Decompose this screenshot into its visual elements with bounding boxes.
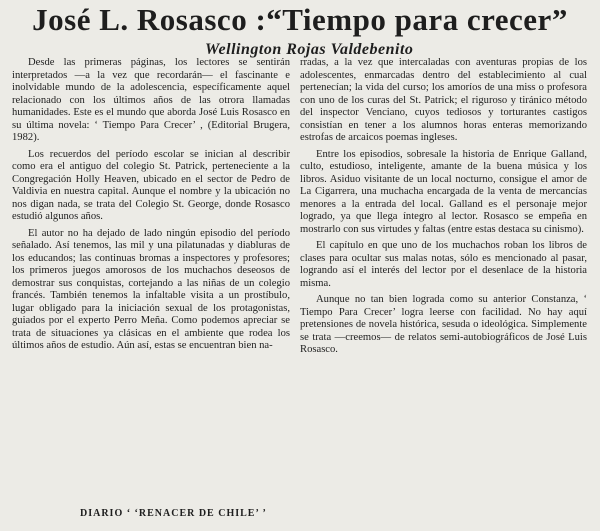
paragraph: Desde las primeras páginas, los lectores se sentirán interpretados —a la vez que recordarán— el fascinante e inolvidable mundo de la adolescencia, específicamente aquel relacionado con los últimos años de las otrora llamadas humanidades. Este es el mundo que aborda José Luis Rosasco en su última novela: ‘ Tiempo Para Crecer’ , (Editorial Brugera, 1982).	[12, 57, 290, 143]
right-column	[300, 57, 587, 361]
byline: Wellington Rojas Valdebenito	[205, 41, 414, 58]
left-column	[12, 57, 290, 357]
paragraph: El capítulo en que uno de los muchachos roban los libros de clases para ocultar sus malas notas, sólo es mencionado al pasar, logrando así el interés del lector por el desenlace de la historia misma.	[300, 240, 587, 289]
paragraph: Los recuerdos del período escolar se inician al describir como era el antiguo del colegio St. Patrick, perteneciente a la Congregación Holly Heaven, ubicado en el sector de Pedro de Valdivia en nuestra capital. Aunque el nombre y la ubicación no nos digan nada, se trata del Colegio St. George, donde Rosasco estudió algunos años.	[12, 148, 290, 222]
paragraph: El autor no ha dejado de lado ningún episodio del período señalado. Así tenemos, las mil y una pilatunadas y diabluras de los educandos; las continuas bromas a inspectores y profesores; los primeros juegos amorosos de los muchachos deseosos de demostrar sus conquistas, cortejando a las niñas de un colegio francés. También tenemos la infaltable visita a un prostíbulo, lugar obligado para la iniciación sexual de los protagonistas, guiados por el experto Perro Meña. Como podemos apreciar se trata de situaciones ya clásicas en el ambiente que rodea los últimos años de estudio. Aún así, estas se encuentran bien na-	[12, 227, 290, 351]
paragraph: Entre los episodios, sobresale la historia de Enrique Galland, culto, estudioso, inteligente, amante de la buena música y los libros. Asiduo visitante de un local nocturno, consigue el amor de La Cigarrera, una muchacha encargada de la venta de mercancías menores a la entrada del local. Galland es el personaje mejor logrado, ya que llega íntegro al lector. Rosasco se empeña en mostrarlo con sus virtudes y faltas (entre estas destaca su cinismo).	[300, 148, 587, 235]
paragraph: rradas, a la vez que intercaladas con aventuras propias de los adolescentes, enmarcadas dentro del establecimiento al cual pertenecían; la vida del curso; los amoríos de una miss o profesora con uno de los curas del St. Patrick; el riguroso y tiránico método del inspector Venciano, cuyos tediosos y torturantes castigos consistían en tener a los alumnos horas enteras memorizando estrofas de arcaicos poemas ingleses.	[300, 57, 587, 143]
headline: José L. Rosasco :“Tiempo para crecer”	[32, 2, 568, 37]
source-credit: DIARIO ‘ ‘RENACER DE CHILE’ ’	[80, 508, 267, 519]
paragraph: Aunque no tan bien lograda como su anterior Constanza, ‘ Tiempo Para Crecer’ logra leerse con facilidad. No hay aquí pretensiones de novela histórica, sesuda o ideológica. Simplemente se trata —creemos— de relatos semi-autobiográficos de José Luis Rosasco.	[300, 294, 587, 355]
